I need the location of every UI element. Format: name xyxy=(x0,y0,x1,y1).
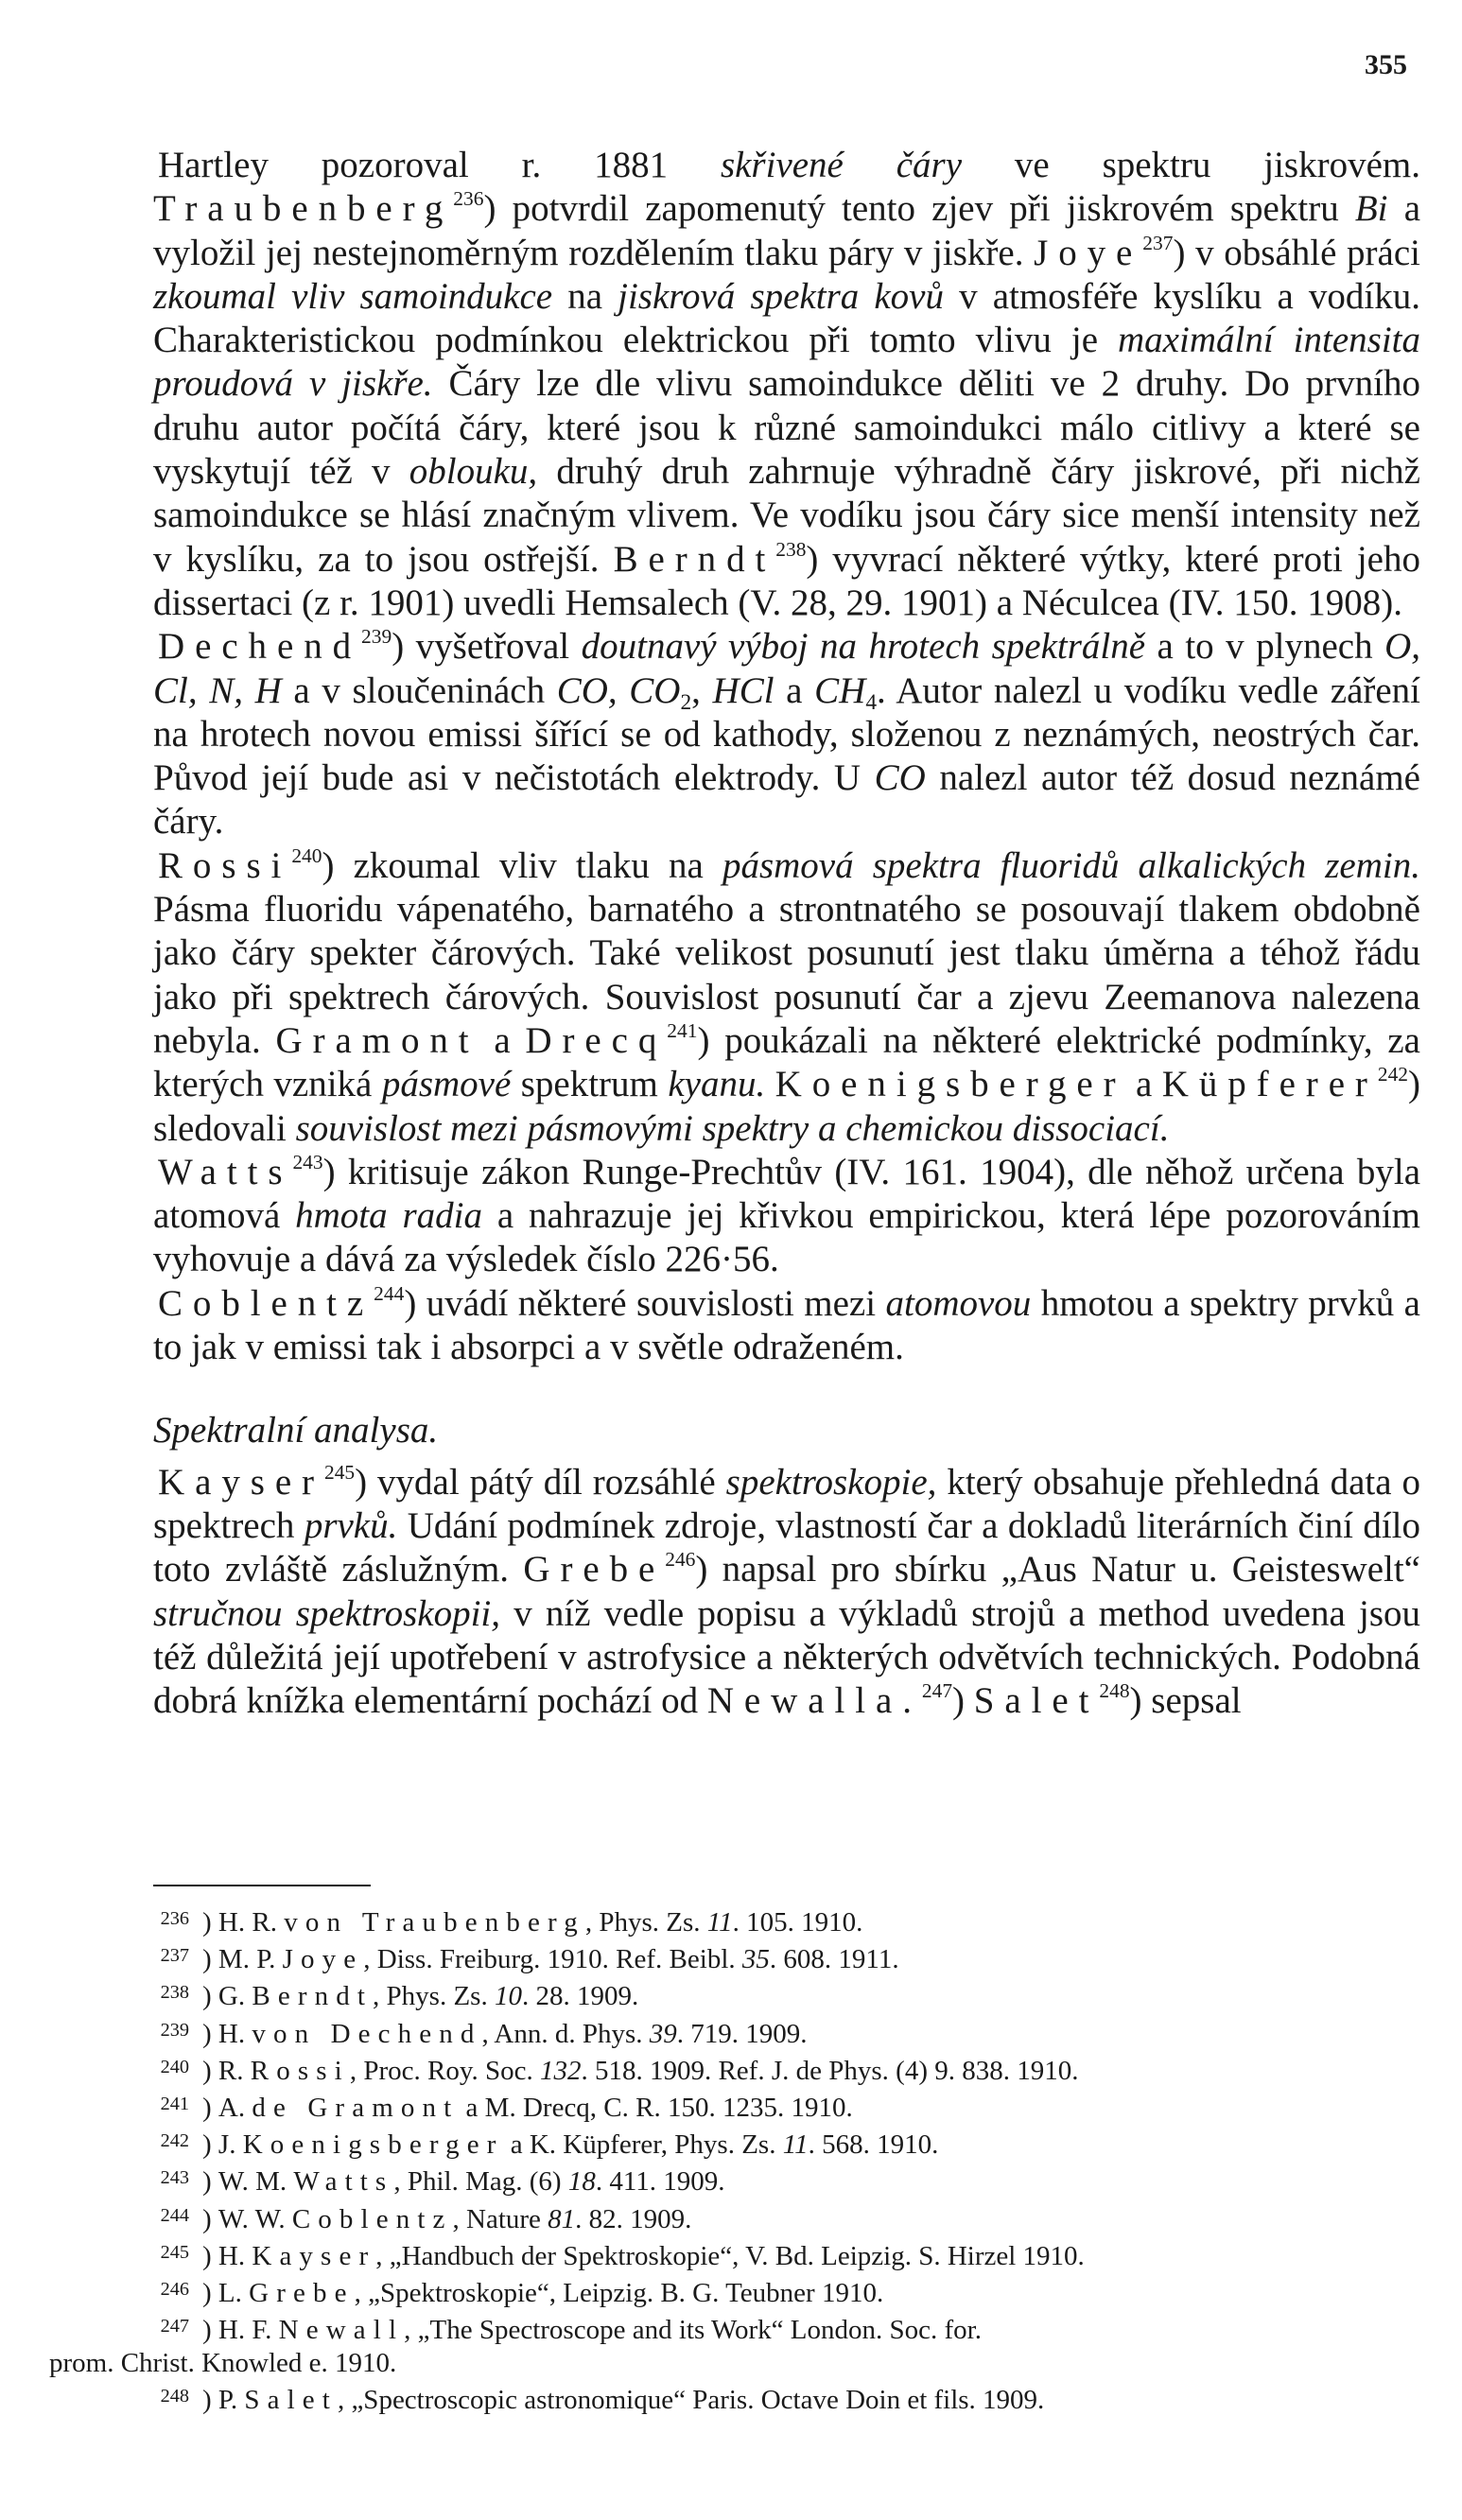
footnote-241: 241 ) A. de Gramont a M. Drecq, C. R. 150. 1235. 1910. xyxy=(160,2093,853,2124)
footnote-245: 245 ) H. Kayser, „Handbuch der Spektroskopie“, V. Bd. Leipzig. S. Hirzel 1910. xyxy=(160,2240,1085,2271)
paragraph-dechend: Dechend$^{239}$) vyšetřoval doutnavý výboj na hrotech spektrálně a to v plynech O, Cl, N, H a v sloučeninách CO, $CO_2$, HCl a $CH_4$. Autor nalezl u vodíku vedle záření na hrotech novou emissi šířící se od kathody, složenou z neznámých, neostrých čar. Původ její bude asi v nečistotách elektrody. U CO nalezl autor též dosud neznámé čáry. xyxy=(153,625,1421,843)
footnote-243: 243 ) W. M. Watts, Phil. Mag. (6) 18. 411. 1909. xyxy=(160,2166,725,2198)
section-title: Spektralní analysa. xyxy=(153,1410,439,1451)
page-number: 355 xyxy=(1365,49,1407,80)
paragraph-coblentz: Coblentz$^{244}$) uvádí některé souvislosti mezi atomovou hmotou a spektry prvků a to jak v emissi tak i absorpci a v světle odraženém. xyxy=(153,1281,1420,1368)
footnote-246: 246 ) L. Grebe, „Spektroskopie“, Leipzig. B. G. Teubner 1910. xyxy=(160,2277,884,2308)
footnote-237: 237 ) M. P. Joye, Diss. Freiburg. 1910. Ref. Beibl. 35. 608. 1911. xyxy=(160,1944,899,1975)
footnote-248: 248 ) P. Salet, „Spectroscopic astronomique“ Paris. Octave Doin et fils. 1909. xyxy=(160,2385,1045,2416)
footnote-236: 236 ) H. R. von Traubenberg, Phys. Zs. 11. 105. 1910. xyxy=(160,1907,863,1938)
paragraph-hartley: Hartley pozoroval r. 1881 skřivené čáry ve spektru jiskrovém. Traubenberg$^{236}$) potvrdil zapomenutý tento zjev při jiskrovém spektru Bi a vyložil jej nestejnoměrným rozdělením tlaku páry v jiskře. Joye$^{237}$) v obsáhlé práci zkoumal vliv samoindukce na jiskrová spektra kovů v atmosféře kyslíku a vodíku. Charakteristickou podmínkou elektrickou při tomto vlivu je maximální intensita proudová v jiskře. Čáry lze dle vlivu samoindukce děliti ve 2 druhy. Do prvního druhu autor počítá čáry, které jsou k různé samoindukci málo citlivy a které se vyskytují též v oblouku, druhý druh zahrnuje výhradně čáry jiskrové, při nichž samoindukce se hlásí značným vlivem. Ve vodíku jsou čáry sice menší intensity než v kyslíku, za to jsou ostřejší. Berndt$^{238}$) vyvrací některé výtky, které proti jeho dissertaci (z r. 1901) uvedli Hemsalech (V. 28, 29. 1901) a Néculcea (IV. 150. 1908). xyxy=(153,145,1421,623)
paragraph-kayser: Kayser$^{245}$) vydal pátý díl rozsáhlé spektroskopie, který obsahuje přehledná data o spektrech prvků. Udání podmínek zdroje, vlastností čar a dokladů literárních činí dílo toto zvláště záslužným. Grebe$^{246}$) napsal pro sbírku „Aus Natur u. Geisteswelt“ stručnou spektroskopii, v níž vedle popisu a výkladů strojů a method uvedena jsou též důležitá její upotřebení v astrofysice a některých odvětvích technických. Podobná dobrá knížka elementární pochází od Newalla.$^{247}$) Salet$^{248}$) sepsal xyxy=(153,1460,1421,1722)
paragraph-rossi: Rossi$^{240}$) zkoumal vliv tlaku na pásmová spektra fluoridů alkalických zemin. Pásma fluoridu vápenatého, barnatého a strontnatého se posouvají tlakem obdobně jako čáry spekter čárových. Také velikost posunutí jest tlaku úměrna a téhož řádu jako při spektrech čárových. Souvislost posunutí čar a zjevu Zeemanova nalezena nebyla. Gramont a Drecq$^{241}$) poukázali na některé elektrické podmínky, za kterých vzniká pásmové spektrum kyanu. Koenigsberger a Küpferer$^{242}$) sledovali souvislost mezi pásmovými spektry a chemickou dissociací. xyxy=(153,843,1420,1149)
footnote-242: 242 ) J. Koenigsberger a K. Küpferer, Phys. Zs. 11. 568. 1910. xyxy=(160,2129,939,2161)
footnote-240: 240 ) R. Rossi, Proc. Roy. Soc. 132. 518. 1909. Ref. J. de Phys. (4) 9. 838. 1910. xyxy=(160,2055,1079,2086)
footnote-244: 244 ) W. W. Coblentz, Nature 81. 82. 1909. xyxy=(160,2203,692,2234)
footnote-247: 247 ) H. F. Newall, „The Spectroscope and its Work“ London. Soc. for. xyxy=(160,2315,982,2346)
paragraph-watts: Watts$^{243}$) kritisuje zákon Runge-Prechtův (IV. 161. 1904), dle něhož určena byla atomová hmota radia a nahrazuje jej křivkou empirickou, která lépe pozorováním vyhovuje a dává za výsledek číslo 226·56. xyxy=(153,1150,1421,1280)
body-text xyxy=(153,144,1420,1723)
footnotes xyxy=(49,1903,1420,2418)
footnote-239: 239 ) H. von Dechend, Ann. d. Phys. 39. 719. 1909. xyxy=(160,2018,808,2049)
footnote-238: 238 ) G. Berndt, Phys. Zs. 10. 28. 1909. xyxy=(160,1981,639,2012)
footnote-247-continuation: prom. Christ. Knowled e. 1910. xyxy=(49,2348,397,2379)
footnote-divider xyxy=(153,1885,371,1886)
